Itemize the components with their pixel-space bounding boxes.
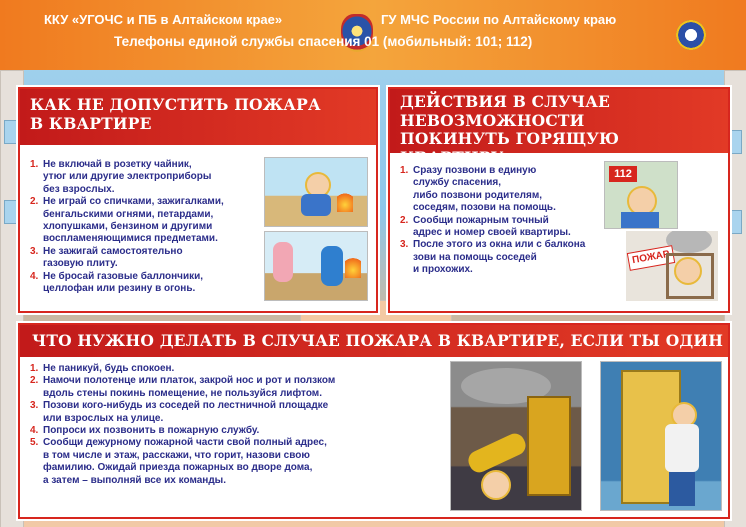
item-line: фамилию. Ожидай приезда пожарных во дворе дома, xyxy=(43,462,313,474)
list-item xyxy=(30,271,270,296)
item-line: целлофан или резину в огонь. xyxy=(43,283,196,295)
panel-prevent-fire xyxy=(18,87,378,313)
title-line: КАК НЕ ДОПУСТИТЬ ПОЖАРА xyxy=(30,95,321,114)
item-line: Не паникуй, будь спокоен. xyxy=(43,363,175,374)
list-item xyxy=(400,165,610,215)
item-line: бенгальскими огнями, петардами, xyxy=(43,208,214,220)
window-shout-illustration xyxy=(626,231,718,301)
item-line: и прохожих. xyxy=(413,264,473,276)
list-item xyxy=(30,246,270,271)
boy-legs xyxy=(669,472,695,506)
org-right-label: ГУ МЧС России по Алтайскому краю xyxy=(381,12,617,27)
item-line: Сообщи дежурному пожарной части свой полный адрес, xyxy=(43,437,327,449)
item-line: соседям, позови на помощь. xyxy=(413,202,556,214)
item-line: воспламеняющимися предметами. xyxy=(43,233,218,245)
item-line: вдоль стены покинь помещение, не пользуйся лифтом. xyxy=(43,387,322,399)
item-line: либо позвони родителям, xyxy=(413,189,543,201)
boy-head xyxy=(481,470,511,500)
item-number: 2. xyxy=(30,196,39,208)
panel-cannot-leave-title xyxy=(390,89,728,167)
item-number: 4. xyxy=(30,425,39,437)
boy-body xyxy=(665,424,699,472)
item-line: Попроси их позвонить в пожарную службу. xyxy=(43,425,260,437)
item-number: 3. xyxy=(400,239,409,251)
item-line: а затем – выполняй все их команды. xyxy=(43,474,226,486)
panel-alone-title-text: ЧТО НУЖНО ДЕЛАТЬ В СЛУЧАЕ ПОЖАРА В КВАРТИРЕ, ЕСЛИ ТЫ ОДИН xyxy=(32,331,724,350)
panel-prevent-title-text xyxy=(30,95,321,133)
item-line: без взрослых. xyxy=(43,183,115,195)
item-number: 2. xyxy=(30,375,39,387)
title-line: ПОКИНУТЬ ГОРЯЩУЮ КВАРТИРУ xyxy=(400,129,620,167)
item-number: 1. xyxy=(30,363,39,374)
alone-list xyxy=(30,363,450,487)
item-line: зови на помощь соседей xyxy=(413,251,537,263)
panel-alone-at-home xyxy=(18,323,730,519)
panel-prevent-title xyxy=(20,89,376,145)
children-fire-illustration xyxy=(264,231,368,301)
sign-112: 112 xyxy=(609,166,637,182)
title-line: ДЕЙСТВИЯ В СЛУЧАЕ xyxy=(400,92,611,111)
list-item xyxy=(30,159,270,196)
item-number: 1. xyxy=(30,159,39,170)
panel-alone-title xyxy=(20,325,728,357)
boy-with-matches-illustration xyxy=(264,157,368,227)
title-line: НЕВОЗМОЖНОСТИ xyxy=(400,110,585,130)
item-line: Не играй со спичками, зажигалками, xyxy=(43,196,224,208)
prevent-list xyxy=(30,159,270,295)
header-bar xyxy=(0,0,746,70)
title-line: В КВАРТИРЕ xyxy=(30,114,152,133)
list-item xyxy=(30,425,450,437)
item-line: утюг или другие электроприборы xyxy=(43,171,212,183)
item-line: Сразу позвони в единую xyxy=(413,165,537,176)
item-number: 5. xyxy=(30,437,39,449)
list-item xyxy=(30,400,450,425)
item-line: газовую плиту. xyxy=(43,258,118,270)
boy-figure xyxy=(321,246,343,286)
item-line: адрес и номер своей квартиры. xyxy=(413,227,571,239)
door xyxy=(527,396,571,496)
phones-line: Телефоны единой службы спасения 01 (мобильный: 101; 112) xyxy=(114,34,533,49)
sign-fire: ПОЖАР xyxy=(627,245,675,271)
list-item xyxy=(30,363,450,375)
boy-body xyxy=(621,212,659,228)
crawling-boy-figure xyxy=(465,430,529,475)
crawling-escape-illustration xyxy=(450,361,582,511)
flame-icon xyxy=(345,252,361,278)
item-number: 1. xyxy=(400,165,409,176)
item-number: 4. xyxy=(30,270,39,282)
list-item xyxy=(400,215,610,240)
flame-icon xyxy=(337,188,353,212)
boy-body xyxy=(301,194,331,216)
item-number: 2. xyxy=(400,214,409,226)
item-line: в том числе и этаж, расскажи, что горит, назови свою xyxy=(43,449,310,461)
item-number: 3. xyxy=(30,245,39,257)
item-line: После этого из окна или с балкона xyxy=(413,239,586,251)
item-line: Не включай в розетку чайник, xyxy=(43,159,192,170)
cannot-leave-list xyxy=(400,165,610,277)
item-line: службу спасения, xyxy=(413,177,502,189)
panel-cannot-leave xyxy=(388,87,730,313)
item-line: Не зажигай самостоятельно xyxy=(43,245,183,257)
panel-cannot-leave-title-text xyxy=(400,93,728,167)
item-number: 3. xyxy=(30,400,39,412)
phone-call-illustration xyxy=(604,161,678,229)
item-line: Не бросай газовые баллончики, xyxy=(43,270,204,282)
doorbell-neighbor-illustration xyxy=(600,361,722,511)
list-item xyxy=(30,196,270,246)
mchs-emblem-icon xyxy=(676,20,706,50)
girl-figure xyxy=(273,242,293,282)
org-left-label: ККУ «УГОЧС и ПБ в Алтайском крае» xyxy=(44,12,283,27)
item-line: Сообщи пожарным точный xyxy=(413,214,549,226)
list-item xyxy=(30,437,450,487)
item-line: или взрослых на улице. xyxy=(43,412,164,424)
list-item xyxy=(30,375,450,400)
item-line: Намочи полотенце или платок, закрой нос и рот и ползком xyxy=(43,375,336,387)
item-line: Позови кого-нибудь из соседей по лестничной площадке xyxy=(43,400,329,412)
list-item xyxy=(400,239,610,276)
window-frame xyxy=(666,253,714,299)
item-line: хлопушками, бензином и другими xyxy=(43,221,213,233)
